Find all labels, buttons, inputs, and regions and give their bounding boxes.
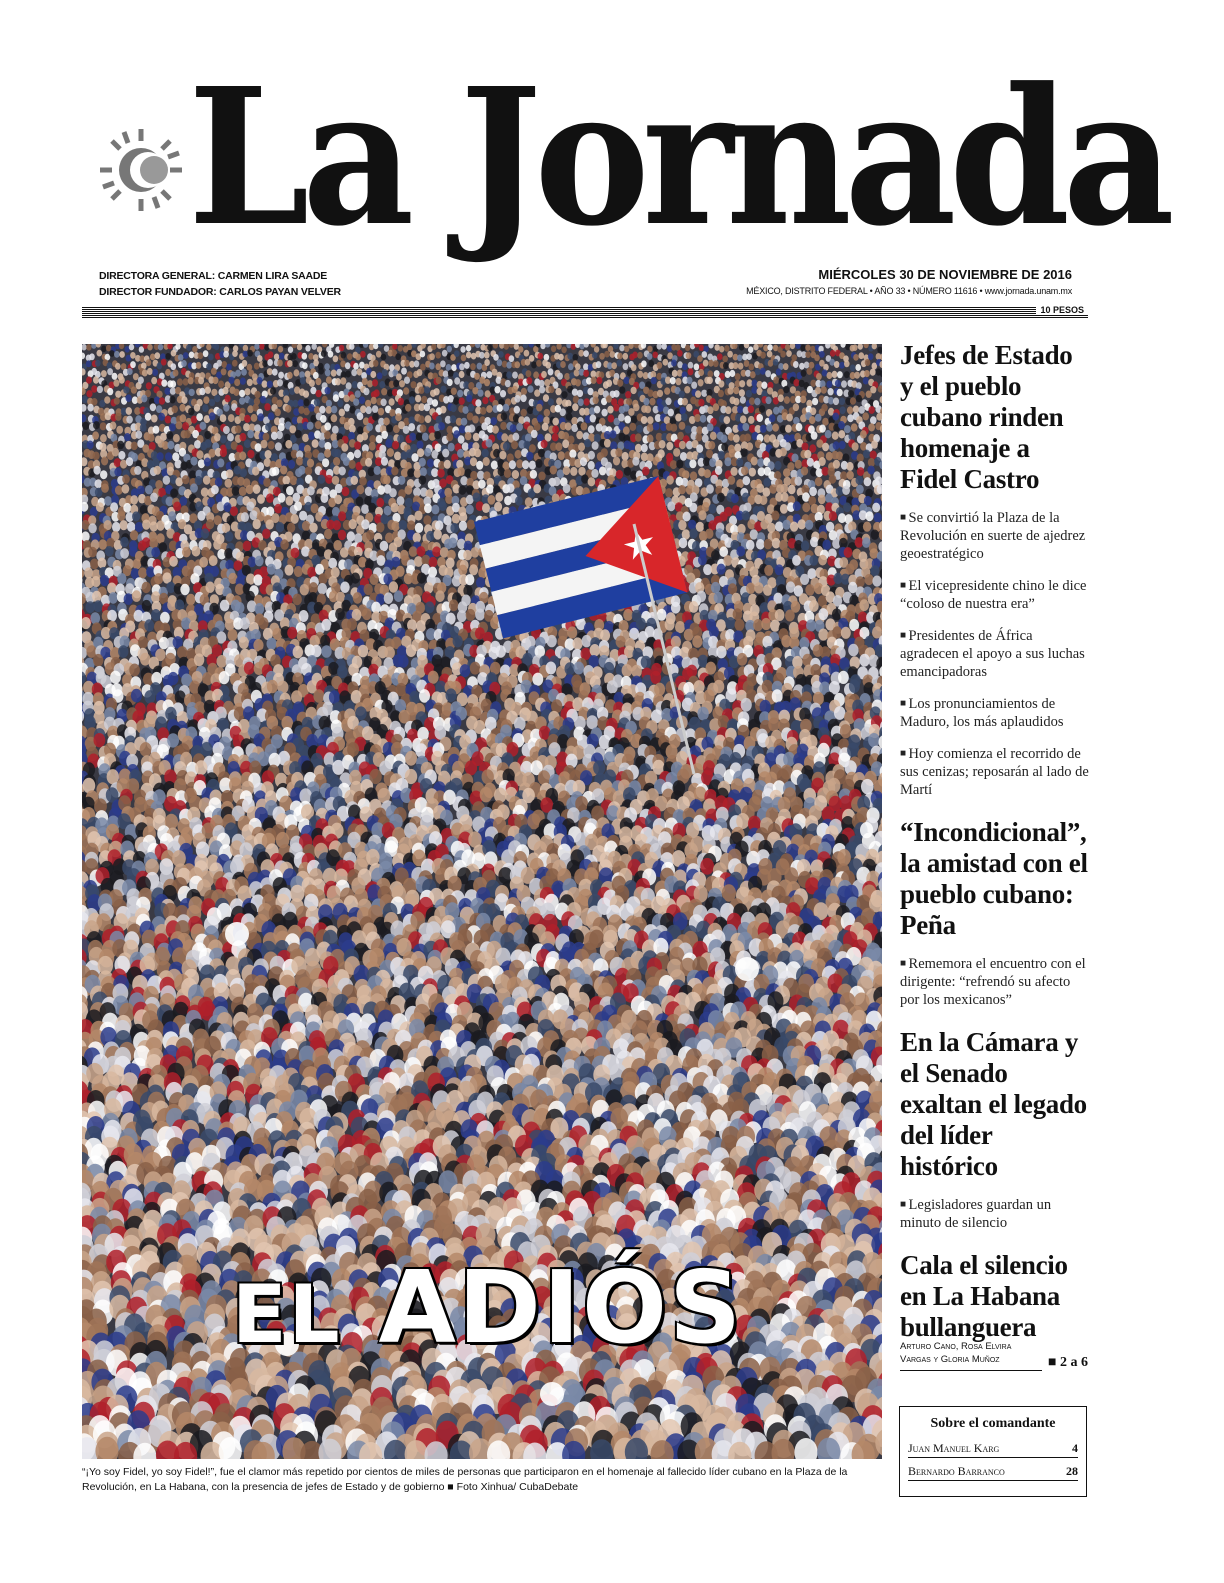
story bbox=[900, 817, 1090, 1009]
story-bullet: ■ Legisladores guardan un minuto de silencio bbox=[900, 1196, 1090, 1232]
opinion-author: Bernardo Barranco bbox=[908, 1464, 1005, 1478]
story-bullet: ■ Los pronunciamientos de Maduro, los más aplaudidos bbox=[900, 695, 1090, 731]
story-bullet: ■ El vicepresidente chino le dice “coloso de nuestra era” bbox=[900, 577, 1090, 613]
opinion-box-title: Sobre el comandante bbox=[930, 1416, 1056, 1431]
masthead bbox=[96, 47, 1168, 268]
story-bullet: ■ Hoy comienza el recorrido de sus cenizas; reposarán al lado de Martí bbox=[900, 745, 1090, 799]
staff-credits bbox=[99, 268, 341, 300]
byline-authors: Arturo Cano, Rosa Elvira Vargas y Gloria Muñoz bbox=[900, 1341, 1012, 1365]
story-headline[interactable]: Cala el silencio en La Habana bullanguera bbox=[900, 1250, 1068, 1342]
dateline bbox=[746, 266, 1072, 298]
byline bbox=[900, 1340, 1090, 1370]
issue-date: MIÉRCOLES 30 DE NOVIEMBRE DE 2016 bbox=[818, 267, 1072, 282]
opinion-author: Juan Manuel Karg bbox=[908, 1441, 1000, 1455]
story-bullet: ■ Presidentes de África agradecen el apoyo a sus luchas emancipadoras bbox=[900, 627, 1090, 681]
photo-caption: “¡Yo soy Fidel, yo soy Fidel!”, fue el clamor más repetido por cientos de miles de personas que participaron en el homenaje al fallecido líder cubano en la Plaza de la Revolución, en La Habana, con la presencia de jefes de Estado y de gobierno ■ Foto Xinhua/ CubaDebate bbox=[82, 1466, 848, 1493]
issue-meta: MÉXICO, DISTRITO FEDERAL • AÑO 33 • NÚMERO 11616 • www.jornada.unam.mx bbox=[746, 286, 1072, 296]
opinion-item[interactable] bbox=[908, 1462, 1078, 1481]
story bbox=[900, 1027, 1090, 1232]
cover-photo bbox=[82, 344, 882, 1459]
opinion-box bbox=[899, 1406, 1087, 1497]
story bbox=[900, 340, 1090, 799]
cover-headline-word: EL bbox=[232, 1268, 342, 1361]
cover-headline bbox=[232, 1249, 743, 1366]
story-bullet: ■ Rememora el encuentro con el dirigente: “refrendó su afecto por los mexicanos” bbox=[900, 955, 1090, 1009]
opinion-item[interactable] bbox=[908, 1439, 1078, 1458]
byline-pages[interactable]: ■ 2 a 6 bbox=[1048, 1355, 1088, 1370]
story bbox=[900, 1250, 1090, 1343]
story-bullet: ■ Se convirtió la Plaza de la Revolución en suerte de ajedrez geoestratégico bbox=[900, 509, 1090, 563]
story-headline[interactable]: “Incondicional”, la amistad con el pueblo cubano: Peña bbox=[900, 817, 1088, 940]
opinion-page: 28 bbox=[1066, 1464, 1078, 1478]
price-tag: 10 PESOS bbox=[1036, 305, 1088, 315]
sun-logo-icon bbox=[96, 125, 186, 215]
masthead-rules bbox=[82, 307, 1088, 319]
staff-line: DIRECTORA GENERAL: CARMEN LIRA SAADE bbox=[99, 270, 328, 282]
newspaper-logo: La Jornada bbox=[188, 47, 1168, 268]
staff-line: DIRECTOR FUNDADOR: CARLOS PAYAN VELVER bbox=[99, 286, 341, 298]
story-headline[interactable]: Jefes de Estado y el pueblo cubano rinden homenaje a Fidel Castro bbox=[900, 340, 1073, 494]
story-headline[interactable]: En la Cámara y el Senado exaltan el legado del líder histórico bbox=[900, 1027, 1087, 1181]
opinion-page: 4 bbox=[1072, 1441, 1078, 1455]
cover-headline-word: ADIÓS bbox=[378, 1249, 744, 1366]
news-column bbox=[900, 340, 1090, 1343]
